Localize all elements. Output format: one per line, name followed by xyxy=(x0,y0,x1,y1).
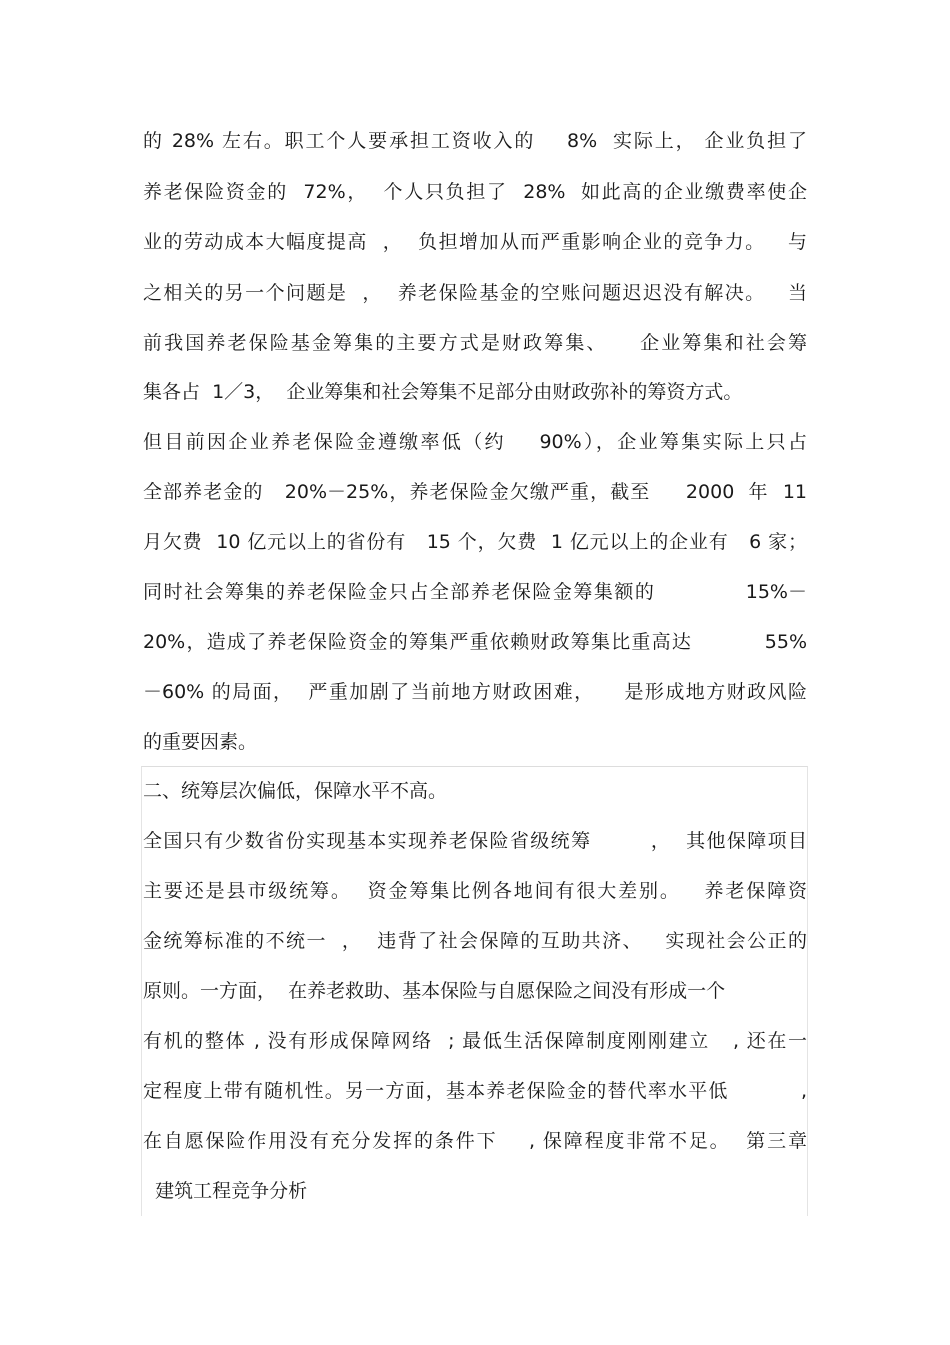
chapter-title: 建筑工程竞争分析 xyxy=(143,1180,308,1202)
paragraph-line: 20%，造成了养老保险资金的筹集严重依赖财政筹集比重高达 55% xyxy=(143,631,807,653)
paragraph-line: 主要还是县市级统筹。 资金筹集比例各地间有很大差别。 养老保障资 xyxy=(143,880,807,902)
paragraph-line: 定程度上带有随机性。另一方面，基本养老保险金的替代率水平低 , xyxy=(143,1080,807,1102)
paragraph-line: 的重要因素。 xyxy=(143,731,258,753)
paragraph-line: 同时社会筹集的养老保险金只占全部养老保险金筹集额的 15%－ xyxy=(143,581,807,603)
paragraph-line: －60% 的局面， 严重加剧了当前地方财政困难， 是形成地方财政风险 xyxy=(143,681,807,703)
paragraph-line: 有机的整体 , 没有形成保障网络 ; 最低生活保障制度刚刚建立 , 还在一 xyxy=(143,1030,807,1052)
paragraph-line: 但目前因企业养老保险金遵缴率低（约 90%），企业筹集实际上只占 xyxy=(143,431,807,453)
paragraph-line: 全部养老金的 20%－25%，养老保险金欠缴严重，截至 2000 年 11 xyxy=(143,481,807,503)
paragraph-line: 业的劳动成本大幅度提高 ， 负担增加从而严重影响企业的竞争力。 与 xyxy=(143,231,807,253)
paragraph-line: 养老保险资金的 72%， 个人只负担了 28% 如此高的企业缴费率使企 xyxy=(143,181,807,203)
paragraph-line: 在自愿保险作用没有充分发挥的条件下 , 保障程度非常不足。 第三章 xyxy=(143,1130,807,1152)
paragraph-line: 全国只有少数省份实现基本实现养老保险省级统筹 ， 其他保障项目 xyxy=(143,830,807,852)
paragraph-line: 集各占 1／3， 企业筹集和社会筹集不足部分由财政弥补的筹资方式。 xyxy=(143,381,743,403)
paragraph-line: 之相关的另一个问题是 ， 养老保险基金的空账问题迟迟没有解决。 当 xyxy=(143,282,807,304)
paragraph-line: 前我国养老保险基金筹集的主要方式是财政筹集、 企业筹集和社会筹 xyxy=(143,332,807,354)
paragraph-line: 金统筹标准的不统一 ， 违背了社会保障的互助共济、 实现社会公正的 xyxy=(143,930,807,952)
paragraph-line: 原则。一方面， 在养老救助、基本保险与自愿保险之间没有形成一个 xyxy=(143,980,726,1002)
paragraph-line: 的 28% 左右。职工个人要承担工资收入的 8% 实际上， 企业负担了 xyxy=(143,130,807,152)
section-heading: 二、统筹层次偏低，保障水平不高。 xyxy=(143,780,448,802)
paragraph-line: 月欠费 10 亿元以上的省份有 15 个，欠费 1 亿元以上的企业有 6 家； xyxy=(143,531,807,553)
